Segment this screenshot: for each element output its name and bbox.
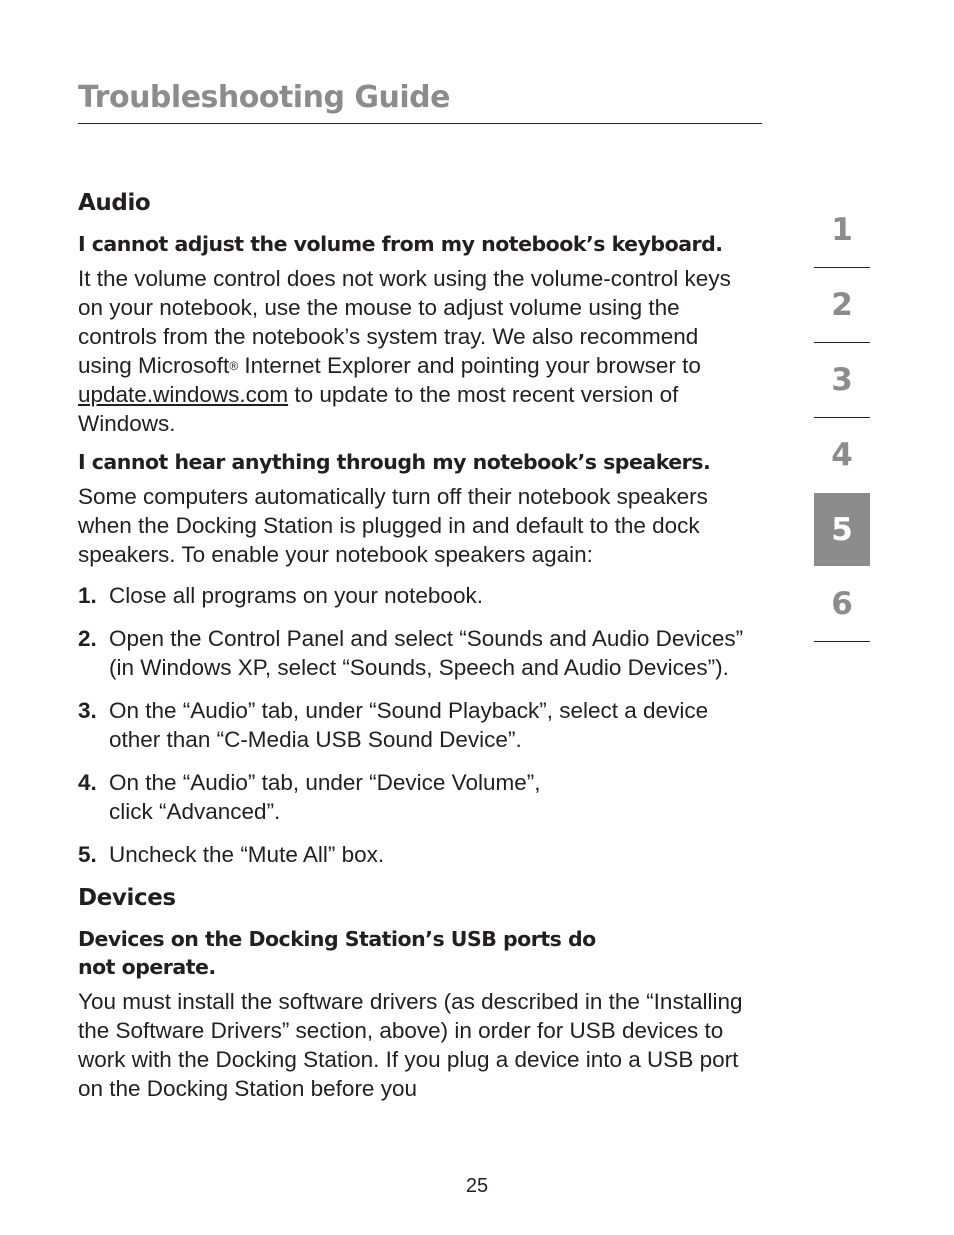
answer-usb-ports: You must install the software drivers (as described in the “Installing the Software Drivers” section, above) in order for USB devices to work with the Docking Station. If you plug a device into a USB port on the Docking Station before you (78, 989, 743, 1101)
step-number: 2. (78, 626, 97, 651)
registered-mark: ® (229, 359, 239, 373)
step-text: Open the Control Panel and select “Sounds and Audio Devices” (in Windows XP, select “Sounds, Speech and Audio Devices”). (109, 626, 744, 680)
list-item (78, 840, 758, 869)
page-number: 25 (465, 1175, 489, 1197)
answer-speakers: Some computers automatically turn off their notebook speakers when the Docking Station is plugged in and default to the dock speakers. To enable your notebook speakers again: (78, 484, 708, 567)
question-usb-ports-line2: not operate. (78, 955, 216, 979)
question-usb-ports-line1: Devices on the Docking Station’s USB ports do (78, 927, 596, 951)
question-usb-ports (78, 925, 758, 981)
list-item (78, 581, 758, 610)
chapter-tab-6[interactable] (814, 566, 870, 641)
step-text: On the “Audio” tab, under “Device Volume”, (109, 770, 541, 795)
step-text: Uncheck the “Mute All” box. (109, 842, 385, 867)
step-text: click “Advanced”. (109, 799, 281, 824)
step-number: 3. (78, 698, 97, 723)
chapter-tab-label: 6 (831, 586, 853, 622)
answer-volume (78, 264, 758, 438)
chapter-tab-label: 1 (831, 212, 853, 248)
steps-list (78, 581, 758, 869)
answer-volume-text: It the volume control does not work using the volume-control keys on your notebook, use the mouse to adjust volume using the controls from the notebook’s system tray. We also recommend using Microsoft (78, 266, 731, 378)
list-item (78, 768, 758, 826)
chapter-divider (814, 641, 870, 642)
section-heading-audio: Audio (78, 190, 151, 216)
answer-volume-text-2: Internet Explorer and pointing your browser to (238, 353, 701, 378)
answer-volume-text-3: to update to the most recent version of Windows. (78, 382, 679, 436)
step-text: On the “Audio” tab, under “Sound Playback”, select a device other than “C-Media USB Sound Device”. (109, 698, 709, 752)
chapter-tab-3[interactable] (814, 342, 870, 417)
step-number: 5. (78, 842, 97, 867)
chapter-tab-label: 3 (831, 362, 853, 398)
page-title: Troubleshooting Guide (78, 80, 450, 115)
question-volume: I cannot adjust the volume from my notebook’s keyboard. (78, 232, 723, 256)
chapter-tab-label: 4 (831, 437, 853, 473)
question-speakers: I cannot hear anything through my notebook’s speakers. (78, 450, 711, 474)
chapter-tab-4[interactable] (814, 417, 870, 492)
windows-update-link[interactable]: update.windows.com (78, 382, 289, 407)
step-text: Close all programs on your notebook. (109, 583, 483, 608)
chapter-nav (814, 192, 870, 641)
list-item (78, 624, 758, 682)
chapter-tab-1[interactable] (814, 192, 870, 267)
step-number: 1. (78, 583, 97, 608)
title-divider (78, 123, 762, 124)
list-item (78, 696, 758, 754)
section-heading-devices: Devices (78, 885, 176, 911)
main-content (78, 186, 758, 1103)
chapter-tab-5[interactable] (814, 493, 870, 566)
chapter-tab-label: 5 (831, 512, 853, 548)
step-number: 4. (78, 770, 97, 795)
chapter-tab-2[interactable] (814, 267, 870, 342)
chapter-tab-label: 2 (831, 287, 853, 323)
